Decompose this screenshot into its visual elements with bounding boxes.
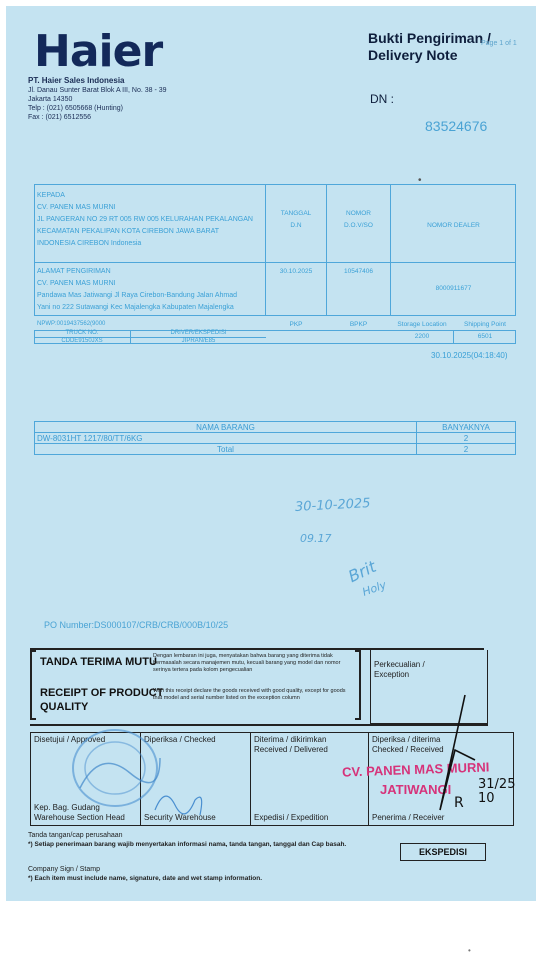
timestamp: 30.10.2025(04:18:40) <box>431 351 508 360</box>
nomor-value: 10547406 <box>344 268 373 275</box>
nomor-header <box>327 208 390 232</box>
receipt-title-id: TANDA TERIMA MUTU <box>40 656 157 668</box>
shipping-label: Shipping Point <box>464 321 506 328</box>
item-qty: 2 <box>417 433 516 444</box>
signature-top-label: Diperiksa / Checked <box>144 735 216 744</box>
address-line: Jl. Danau Sunter Barat Blok A III, No. 38 - 39 <box>28 87 167 94</box>
handwritten-note: Holy <box>360 578 389 599</box>
divider <box>34 262 516 263</box>
receipt-bracket <box>355 650 361 720</box>
bpkp-label: BPKP <box>349 321 368 328</box>
divider <box>326 184 327 316</box>
dn-number: 83524676 <box>425 118 488 134</box>
receiver-date: 31/25 10 <box>478 777 516 806</box>
total-qty: 2 <box>417 444 516 455</box>
receiver-stamp-name: CV. PANEN MAS MURNI <box>341 759 490 780</box>
company-name: PT. Haier Sales Indonesia <box>28 76 125 85</box>
signature-bottom-label: Penerima / Receiver <box>372 813 445 822</box>
dealer-value: 8000911677 <box>435 285 472 292</box>
storage-value: 2200 <box>414 333 430 340</box>
total-row <box>35 444 516 455</box>
kepada-label: KEPADA <box>37 192 65 199</box>
driver-value: JIPRAN/E85 <box>181 338 216 344</box>
divider <box>390 184 391 316</box>
signature-top-label: Diperiksa / diterima Checked / Received <box>372 735 444 754</box>
receipt-bracket <box>30 650 36 720</box>
receipt-text-en: With this receipt declare the goods received with good quality, except for goods that model and serial number listed on the exception column <box>153 688 346 701</box>
page-indicator: Page 1 of 1 <box>481 40 517 47</box>
address-city: Jakarta 14350 <box>28 96 73 103</box>
handwritten-signature: Brit <box>345 556 379 587</box>
consignee-name: CV. PANEN MAS MURNI <box>37 204 116 211</box>
shipping-value: 6501 <box>477 333 493 340</box>
footer-note-en: *) Each item must include name, signature, date and wet stamp information. <box>28 875 263 882</box>
footer-note-id: *) Setiap penerimaan barang wajib menyertakan informasi nama, tanda tangan, tanggal dan Cap basah. <box>28 841 347 848</box>
tanggal-header <box>266 208 326 232</box>
handwritten-date: 30-10-2025 <box>294 496 371 515</box>
phone: Telp : (021) 6505668 (Hunting) <box>28 105 123 112</box>
items-table <box>34 421 516 455</box>
ekspedisi-box: EKSPEDISI <box>400 843 486 861</box>
storage-label: Storage Location <box>397 321 447 328</box>
dealer-header: NOMOR DEALER <box>427 222 480 229</box>
fax: Fax : (021) 6512556 <box>28 114 92 121</box>
signature-bottom-label: Kep. Bag. Gudang Warehouse Section Head <box>34 803 125 822</box>
nomor-label: NOMOR <box>346 210 371 217</box>
company-address <box>28 86 167 122</box>
consignee-info <box>37 190 253 250</box>
ship-label: ALAMAT PENGIRIMAN <box>37 268 111 275</box>
receiver-initial: R <box>454 795 464 811</box>
date-value: 30.10.2025 <box>279 268 313 275</box>
npwp: NPWP:0019437562(9000 <box>37 321 106 327</box>
tanggal-label: TANGGAL <box>280 210 312 217</box>
receiver-stamp-city: JATIWANGI <box>380 782 452 797</box>
document-title <box>368 30 491 64</box>
total-label: Total <box>35 444 417 455</box>
signature-top-label: Diterima / dikirimkan Received / Delivered <box>254 735 328 754</box>
speck: • <box>418 175 422 186</box>
driver-label: DRIVER/EKSPEDISI <box>170 330 227 336</box>
consignee-line: INDONESIA CIREBON Indonesia <box>37 240 142 247</box>
dn-label: DN : <box>370 92 394 106</box>
pkp-label: PKP <box>289 321 303 328</box>
receipt-title-en <box>40 686 163 714</box>
title-en: Delivery Note <box>368 47 458 63</box>
table-row <box>35 433 516 444</box>
signature-bottom-label: Security Warehouse <box>144 813 216 822</box>
items-header-row <box>35 422 516 433</box>
haier-logo: Haier <box>34 26 163 77</box>
consignee-line: JL PANGERAN NO 29 RT 005 RW 005 KELURAHAN PEKALANGAN <box>37 216 253 223</box>
dovso-label: D.O.V/SO <box>344 222 373 229</box>
truck-label: TRUCK NO. <box>65 330 99 336</box>
handwritten-time: 09.17 <box>300 532 332 545</box>
title-id: Bukti Pengiriman / <box>368 30 491 46</box>
truck-value: CDDE9150JXS <box>61 338 103 344</box>
signature-scribble-icon <box>150 780 210 820</box>
receipt-title-en-2: QUALITY <box>40 701 89 713</box>
dn-col-label: D.N <box>290 222 302 229</box>
po-number: PO Number:DS000107/CRB/CRB/000B/10/25 <box>44 620 229 630</box>
exception-label: Perkecualian / Exception <box>374 660 425 679</box>
speck: • <box>468 946 471 955</box>
receipt-title-en-1: RECEIPT OF PRODUCT <box>40 687 164 699</box>
ship-line: Yani no 222 Sutawangi Kec Majalengka Kabupaten Majalengka <box>37 304 234 311</box>
item-name: DW-8031HT 1217/80/TT/6KG <box>35 433 417 444</box>
ship-line: Pandawa Mas Jatiwangi Jl Raya Cirebon-Bandung Jalan Ahmad <box>37 292 238 299</box>
divider <box>265 184 266 316</box>
item-name-header: NAMA BARANG <box>35 422 417 433</box>
ship-name: CV. PANEN MAS MURNI <box>37 280 116 287</box>
receipt-text-id: Dengan lembaran ini juga, menyatakan bahwa barang yang diterima tidak bermasalah secara manajemen mutu, kecuali barang yang model dan nomor serinya tertera pada kolom pengecualian <box>153 653 341 673</box>
item-qty-header: BANYAKNYA <box>417 422 516 433</box>
signature-bottom-label: Expedisi / Expedition <box>254 813 329 822</box>
shipping-info <box>37 266 237 314</box>
footer-sign-id: Tanda tangan/cap perusahaan <box>28 832 123 839</box>
consignee-line: KECAMATAN PEKALIPAN KOTA CIREBON JAWA BARAT <box>37 228 220 235</box>
signature-top-label: Disetujui / Approved <box>34 735 106 744</box>
footer-sign-en: Company Sign / Stamp <box>28 866 100 873</box>
